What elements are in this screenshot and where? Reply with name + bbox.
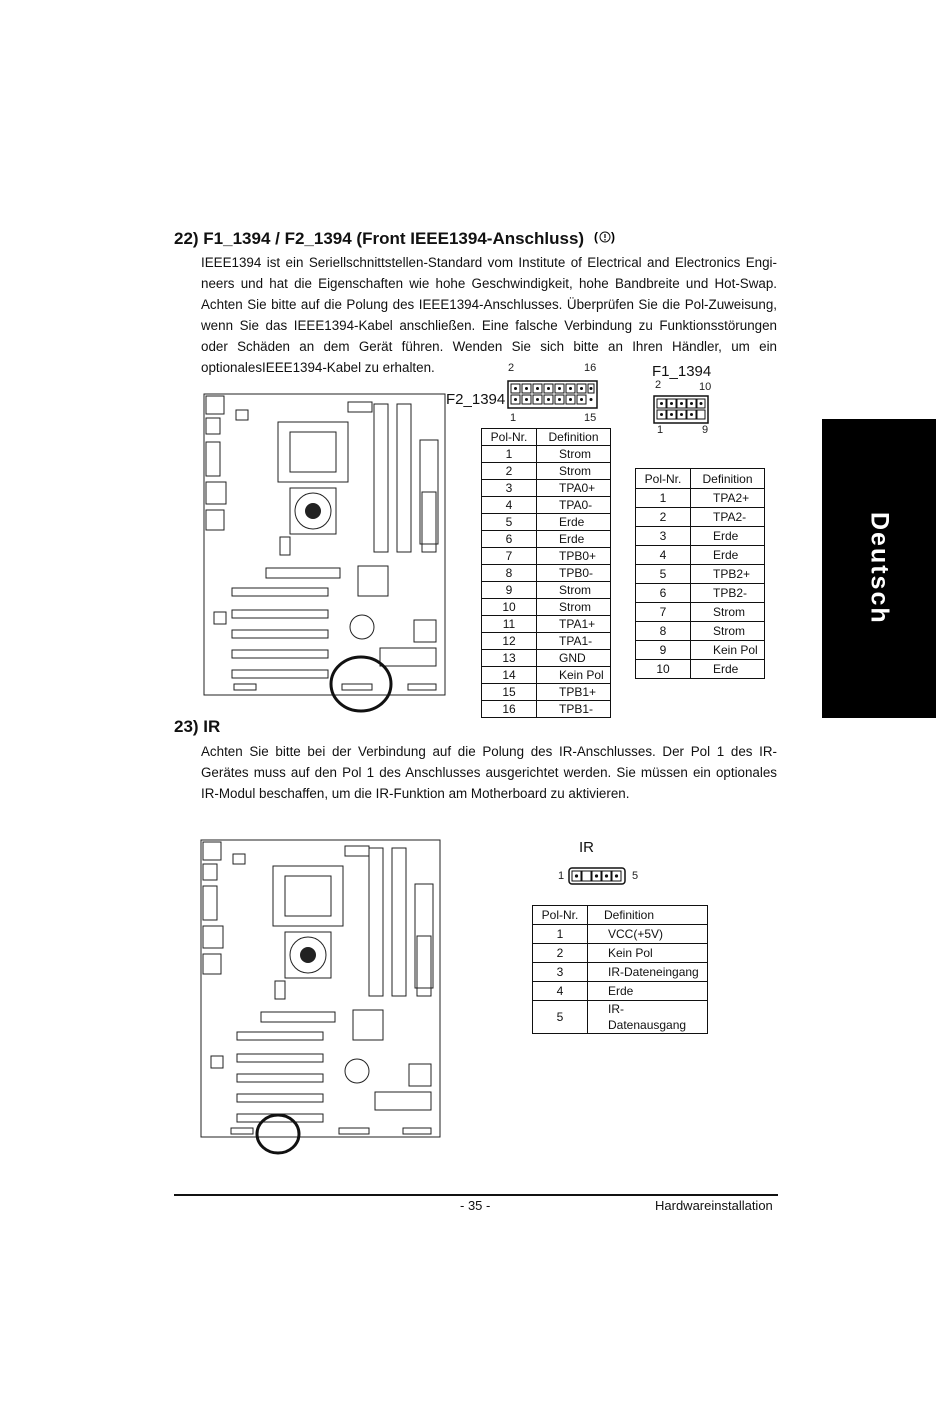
table-header-row xyxy=(482,429,611,446)
pin-definition-cell: Strom xyxy=(691,622,765,641)
motherboard-outline xyxy=(199,838,443,1140)
f1-pin-header xyxy=(653,395,711,425)
table-row xyxy=(636,584,765,603)
pin-number-cell: 13 xyxy=(482,650,537,667)
pin-definition-cell: TPA1- xyxy=(537,633,611,650)
table-header-cell: Pol-Nr. xyxy=(533,906,588,925)
pin-definition-cell: TPB1- xyxy=(537,701,611,718)
pin-definition-cell: Erde xyxy=(537,531,611,548)
f2-pin-bottom-left: 1 xyxy=(510,412,517,424)
table-row xyxy=(482,633,611,650)
page-number: - 35 - xyxy=(460,1198,491,1213)
table-row xyxy=(533,963,708,982)
table-row xyxy=(533,944,708,963)
ir-pin-right: 5 xyxy=(632,870,639,882)
table-header-cell: Pol-Nr. xyxy=(482,429,537,446)
pin-number-cell: 7 xyxy=(482,548,537,565)
table-row xyxy=(482,514,611,531)
pin-number-cell: 1 xyxy=(636,489,691,508)
pin-definition-cell: Strom xyxy=(691,603,765,622)
pin-number-cell: 8 xyxy=(482,565,537,582)
pin-number-cell: 2 xyxy=(482,463,537,480)
table-header-cell: Definition xyxy=(537,429,611,446)
pin-definition-cell: Erde xyxy=(691,546,765,565)
pin-number-cell: 14 xyxy=(482,667,537,684)
pin-number-cell: 9 xyxy=(482,582,537,599)
table-row xyxy=(482,684,611,701)
f2-pin-top-left: 2 xyxy=(508,362,515,374)
pin-definition-cell: TPB2+ xyxy=(691,565,765,584)
f1-pin-top-left: 2 xyxy=(655,379,662,391)
svg-text:(: ( xyxy=(593,230,598,244)
pin-definition-cell: Kein Pol xyxy=(691,641,765,660)
pin-number-cell: 5 xyxy=(533,1001,588,1034)
section-23-body: Achten Sie bitte bei der Verbindung auf die Polung des IR-Anschlusses. Der Pol 1 des IR-Gerätes muss auf den Pol 1 des Anschlusses ausgerichtet werden. Sie müssen ein optionales IR-Modul beschaffen, um die IR-Funktion am Motherboard zu aktivieren. xyxy=(201,744,777,801)
motherboard-diagram-ir xyxy=(199,838,443,1140)
table-row xyxy=(482,701,611,718)
f2-pin-bottom-right: 15 xyxy=(584,412,597,424)
table-row xyxy=(482,599,611,616)
section-22-body: IEEE1394 ist ein Seriellschnittstellen-Standard vom Institute of Electrical and Electronics Engi-neers und hat die Eigenschaften wie hohe Geschwindigkeit, hohe Bandbreite und Hot-Swap. Achten Sie bitte auf die Polung des IEEE1394-Anschlusses. Überprüfen Sie die Pol-Zuweisung, wenn Sie das IEEE1394-Kabel anschließen. Eine falsche Verbindung zu Funktionsstörungen oder Schäden an dem Gerät führen. Wenden Sie sich bitte an Ihren Händler, um ein optionalesIEEE1394-Kabel zu erhalten. xyxy=(201,255,777,375)
pin-number-cell: 6 xyxy=(482,531,537,548)
pin-number-cell: 1 xyxy=(533,925,588,944)
section-22-heading xyxy=(174,229,617,249)
pin-number-cell: 12 xyxy=(482,633,537,650)
f1-pin-top-right: 10 xyxy=(699,381,712,393)
pin-number-cell: 10 xyxy=(636,660,691,679)
table-row xyxy=(636,603,765,622)
table-row xyxy=(636,565,765,584)
section-23-heading: 23) IR xyxy=(174,717,221,736)
table-row xyxy=(636,622,765,641)
table-row xyxy=(636,527,765,546)
table-row xyxy=(533,1001,708,1034)
f1-pin-bottom-left: 1 xyxy=(657,424,664,436)
ir-pin-left: 1 xyxy=(558,870,565,882)
pin-definition-cell: IR-Datenausgang xyxy=(588,1001,708,1034)
f2-pin-header xyxy=(507,380,599,410)
table-row xyxy=(482,446,611,463)
table-row xyxy=(482,548,611,565)
table-header-cell: Definition xyxy=(691,469,765,489)
pin-number-cell: 6 xyxy=(636,584,691,603)
f2-connector-label: F2_1394 xyxy=(446,391,506,408)
motherboard-diagram-1394 xyxy=(202,392,448,698)
pin-definition-cell: TPB1+ xyxy=(537,684,611,701)
pin-number-cell: 5 xyxy=(636,565,691,584)
ir-connector-label: IR xyxy=(579,839,594,856)
pin-definition-cell: GND xyxy=(537,650,611,667)
footer-rule xyxy=(174,1194,778,1196)
f2-pin-table xyxy=(481,428,611,718)
pin-definition-cell: VCC(+5V) xyxy=(588,925,708,944)
pin-number-cell: 4 xyxy=(482,497,537,514)
pin-number-cell: 2 xyxy=(636,508,691,527)
table-row xyxy=(482,565,611,582)
table-header-cell: Definition xyxy=(588,906,708,925)
ir-pin-table xyxy=(532,905,708,1034)
pin-number-cell: 9 xyxy=(636,641,691,660)
pin-number-cell: 4 xyxy=(636,546,691,565)
pin-number-cell: 15 xyxy=(482,684,537,701)
table-row xyxy=(636,660,765,679)
svg-text:): ) xyxy=(610,230,615,244)
table-row xyxy=(482,667,611,684)
pin-definition-cell: Strom xyxy=(537,463,611,480)
table-header-cell: Pol-Nr. xyxy=(636,469,691,489)
table-row xyxy=(533,925,708,944)
pin-number-cell: 1 xyxy=(482,446,537,463)
pin-definition-cell: TPB2- xyxy=(691,584,765,603)
table-row xyxy=(636,546,765,565)
pin-definition-cell: TPA0- xyxy=(537,497,611,514)
pin-definition-cell: Erde xyxy=(588,982,708,1001)
f1394-location-circle xyxy=(328,654,394,714)
pin-number-cell: 3 xyxy=(533,963,588,982)
pin-number-cell: 8 xyxy=(636,622,691,641)
table-row xyxy=(482,531,611,548)
pin-number-cell: 3 xyxy=(636,527,691,546)
circled-exclamation-icon xyxy=(593,229,617,247)
table-row xyxy=(482,463,611,480)
f1-pin-table xyxy=(635,468,765,679)
footer-section-title: Hardwareinstallation xyxy=(655,1198,773,1213)
pin-number-cell: 10 xyxy=(482,599,537,616)
pin-number-cell: 4 xyxy=(533,982,588,1001)
table-header-row xyxy=(636,469,765,489)
table-row xyxy=(533,982,708,1001)
pin-number-cell: 3 xyxy=(482,480,537,497)
pin-definition-cell: Strom xyxy=(537,446,611,463)
table-row xyxy=(636,641,765,660)
pin-definition-cell: Kein Pol xyxy=(537,667,611,684)
pin-definition-cell: TPA2+ xyxy=(691,489,765,508)
pin-definition-cell: TPB0+ xyxy=(537,548,611,565)
table-row xyxy=(636,508,765,527)
pin-definition-cell: TPB0- xyxy=(537,565,611,582)
pin-definition-cell: Erde xyxy=(691,527,765,546)
ir-pin-header xyxy=(568,867,628,887)
table-row xyxy=(482,582,611,599)
f2-pin-top-right: 16 xyxy=(584,362,597,374)
pin-definition-cell: Erde xyxy=(691,660,765,679)
pin-definition-cell: Kein Pol xyxy=(588,944,708,963)
pin-definition-cell: TPA1+ xyxy=(537,616,611,633)
table-row xyxy=(636,489,765,508)
pin-number-cell: 2 xyxy=(533,944,588,963)
language-side-tab: Deutsch xyxy=(822,419,936,718)
pin-definition-cell: Erde xyxy=(537,514,611,531)
pin-definition-cell: TPA0+ xyxy=(537,480,611,497)
pin-definition-cell: Strom xyxy=(537,582,611,599)
pin-number-cell: 16 xyxy=(482,701,537,718)
pin-number-cell: 7 xyxy=(636,603,691,622)
motherboard-outline xyxy=(202,392,448,698)
f1-connector-label: F1_1394 xyxy=(652,363,712,380)
pin-definition-cell: Strom xyxy=(537,599,611,616)
f1-pin-bottom-right: 9 xyxy=(702,424,709,436)
section-22-title: 22) F1_1394 / F2_1394 (Front IEEE1394-Anschluss) xyxy=(174,229,585,248)
table-row xyxy=(482,497,611,514)
table-row xyxy=(482,616,611,633)
pin-definition-cell: TPA2- xyxy=(691,508,765,527)
table-header-row xyxy=(533,906,708,925)
table-row xyxy=(482,650,611,667)
pin-number-cell: 11 xyxy=(482,616,537,633)
pin-definition-cell: IR-Dateneingang xyxy=(588,963,708,982)
ir-location-circle xyxy=(254,1112,302,1156)
pin-number-cell: 5 xyxy=(482,514,537,531)
table-row xyxy=(482,480,611,497)
